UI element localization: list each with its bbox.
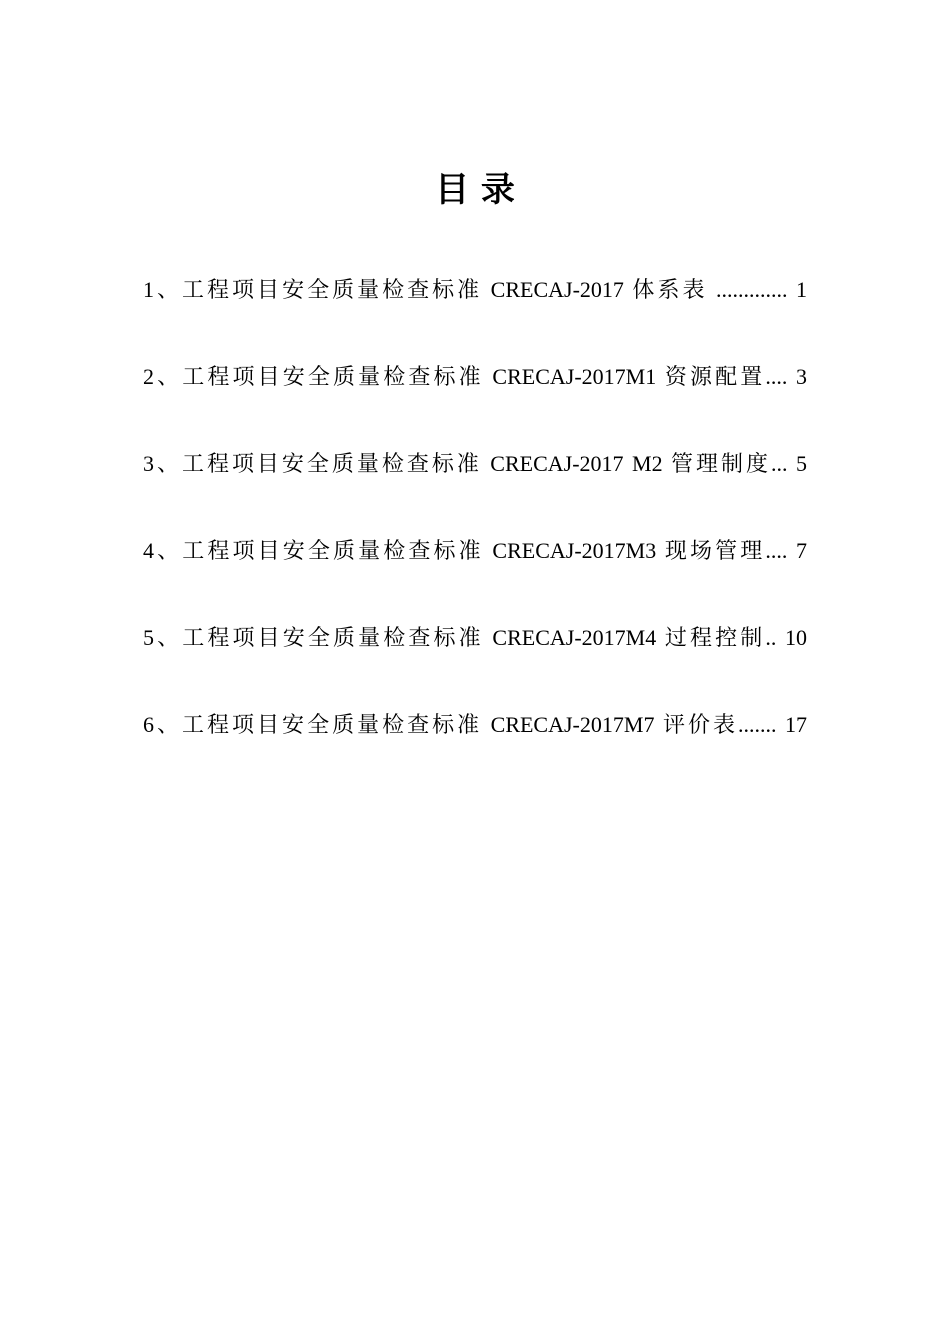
- toc-entry-text: 3、工程项目安全质量检查标准 CRECAJ-2017 M2 管理制度... 5: [143, 451, 807, 476]
- toc-list: [143, 270, 807, 792]
- toc-entry-text: 2、工程项目安全质量检查标准 CRECAJ-2017M1 资源配置.... 3: [143, 364, 807, 389]
- toc-entry-6[interactable]: [143, 705, 807, 745]
- toc-entry-4[interactable]: [143, 531, 807, 571]
- toc-entry-text: 5、工程项目安全质量检查标准 CRECAJ-2017M4 过程控制.. 10: [143, 625, 807, 650]
- toc-entry-5[interactable]: [143, 618, 807, 658]
- toc-title: 目 录: [435, 170, 515, 210]
- toc-entry-3[interactable]: [143, 444, 807, 484]
- toc-entry-1[interactable]: [143, 270, 807, 310]
- toc-entry-2[interactable]: [143, 357, 807, 397]
- toc-entry-text: 4、工程项目安全质量检查标准 CRECAJ-2017M3 现场管理.... 7: [143, 538, 807, 563]
- toc-entry-text: 6、工程项目安全质量检查标准 CRECAJ-2017M7 评价表....... 17: [143, 712, 807, 737]
- toc-entry-text: 1、工程项目安全质量检查标准 CRECAJ-2017 体系表 ............. 1: [143, 277, 807, 302]
